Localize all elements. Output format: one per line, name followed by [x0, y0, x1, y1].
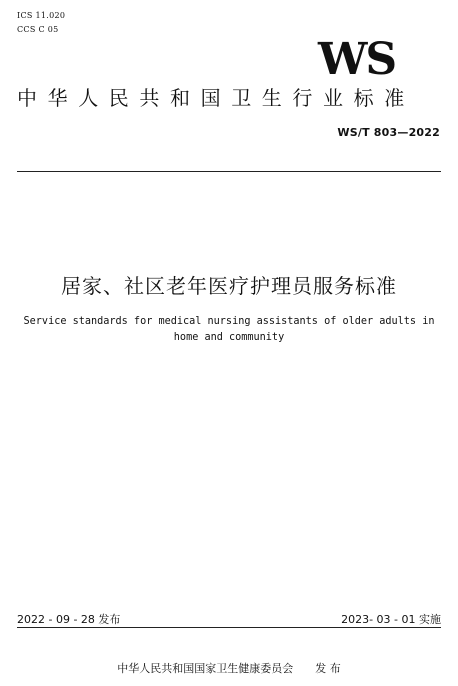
- issue-date: 2022 - 09 - 28 发布: [17, 613, 121, 626]
- title-chinese: 居家、社区老年医疗护理员服务标准: [61, 274, 397, 298]
- issuer-action: 发 布: [315, 662, 341, 675]
- ics-code: ICS 11.020: [17, 11, 66, 20]
- standard-category: 中华人民共和国卫生行业标准: [17, 86, 415, 110]
- top-divider: [17, 171, 441, 172]
- standard-number: WS/T 803—2022: [337, 126, 440, 139]
- title-english: Service standards for medical nursing assistants of older adults in home and community: [23, 316, 435, 343]
- ccs-code: CCS C 05: [17, 25, 59, 34]
- implementation-date: 2023- 03 - 01 实施: [341, 613, 441, 626]
- ws-logo: WS: [318, 34, 396, 85]
- issuer-line: [0, 660, 458, 676]
- issuer-name: 中华人民共和国国家卫生健康委员会: [117, 662, 294, 675]
- bottom-divider: [17, 627, 441, 628]
